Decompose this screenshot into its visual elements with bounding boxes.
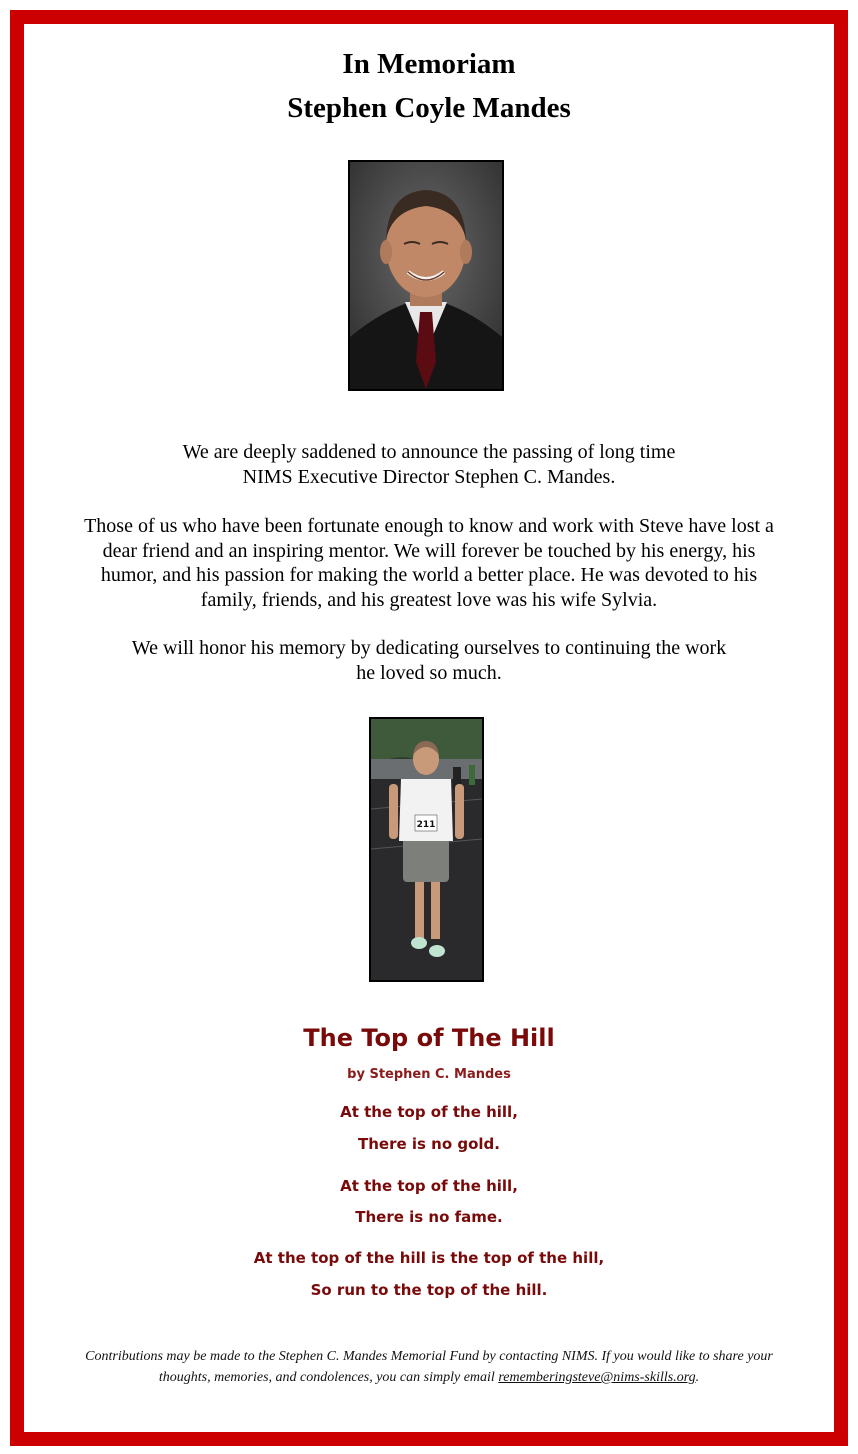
honor-line-2: he loved so much.: [356, 661, 502, 684]
honor-paragraph: [74, 636, 784, 685]
footer-text: Contributions may be made to the Stephen C. Mandes Memorial Fund by contacting NIMS. If you would like to share your thoughts, memories, and condolences, you can simply email: [85, 1349, 773, 1385]
honor-line-1: We will honor his memory by dedicating ourselves to continuing the work: [131, 637, 727, 659]
contribution-note: [74, 1346, 784, 1388]
runner-photo: [369, 717, 484, 982]
poem-byline: by Stephen C. Mandes: [347, 1067, 511, 1082]
poem-line-5: At the top of the hill is the top of the hill,: [253, 1249, 605, 1267]
poem-line-4: There is no fame.: [355, 1208, 503, 1226]
announcement-line-1: We are deeply saddened to announce the passing of long time: [182, 441, 676, 463]
tribute-paragraph: Those of us who have been fortunate enough to know and work with Steve have lost a dear friend and an inspiring mentor. We will forever be touched by his energy, his humor, and his passion for making the world a better place. He was devoted to his family, friends, and his greatest love was his wife Sylvia.: [84, 515, 774, 611]
announcement-paragraph: [74, 440, 784, 489]
runner-image: [371, 719, 482, 980]
poem-line-2: There is no gold.: [358, 1135, 500, 1153]
poem-line-1: At the top of the hill,: [340, 1103, 518, 1121]
email-link[interactable]: rememberingsteve@nims-skills.org: [498, 1370, 696, 1385]
poem-line-6: So run to the top of the hill.: [310, 1281, 548, 1299]
portrait-photo: [348, 160, 504, 391]
page-subtitle: Stephen Coyle Mandes: [287, 92, 571, 124]
runner-bib-number: 211: [416, 820, 436, 830]
announcement-line-2: NIMS Executive Director Stephen C. Mandes.: [242, 465, 616, 488]
poem-line-3: At the top of the hill,: [340, 1177, 518, 1195]
page-title: In Memoriam: [342, 48, 516, 80]
memorial-page: [10, 10, 848, 1446]
footer-text-end: .: [695, 1370, 700, 1385]
poem-title: The Top of The Hill: [303, 1024, 555, 1052]
portrait-image: [350, 162, 502, 389]
